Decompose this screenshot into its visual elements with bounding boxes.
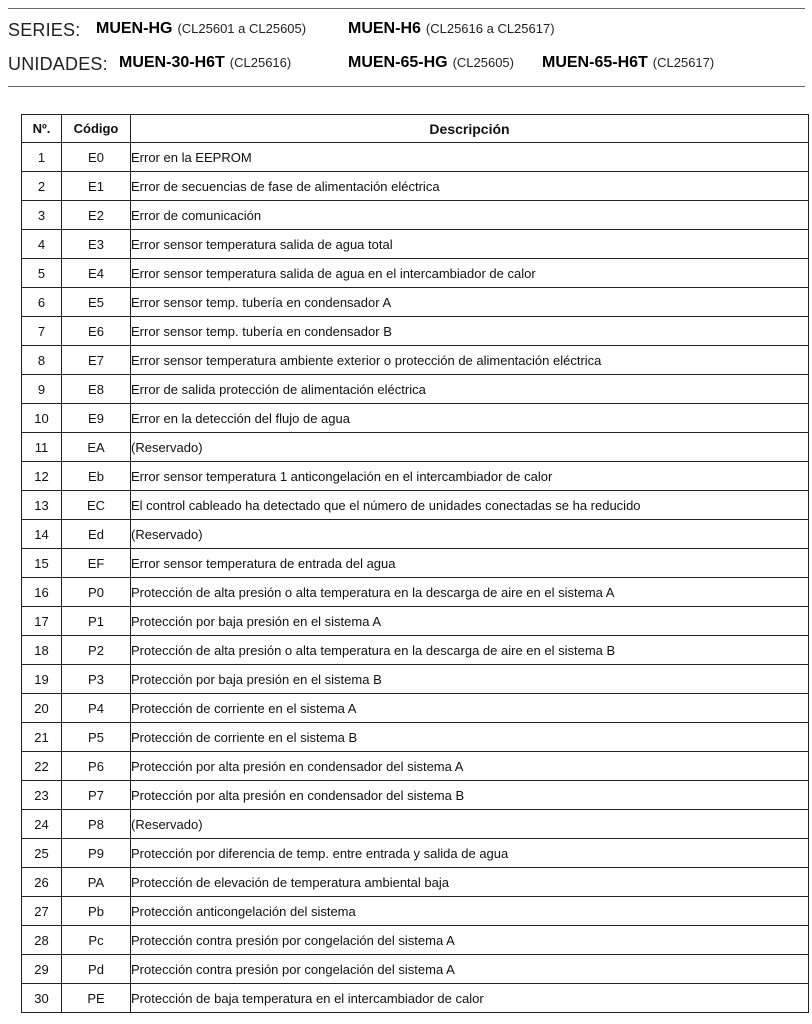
- table-row: [22, 607, 809, 636]
- table-row: [22, 346, 809, 375]
- table-row: [22, 984, 809, 1013]
- table-row: [22, 636, 809, 665]
- row-number: 5: [22, 259, 62, 288]
- row-number: 30: [22, 984, 62, 1013]
- series-item-1: [96, 20, 306, 38]
- top-divider: [8, 8, 805, 9]
- error-code: PA: [62, 868, 131, 897]
- table-row: [22, 288, 809, 317]
- error-description: Protección contra presión por congelación del sistema A: [131, 926, 809, 955]
- error-code: E9: [62, 404, 131, 433]
- table-row: [22, 375, 809, 404]
- table-row: [22, 433, 809, 462]
- row-number: 2: [22, 172, 62, 201]
- row-number: 26: [22, 868, 62, 897]
- error-code: P0: [62, 578, 131, 607]
- units-codes: (CL25616): [229, 55, 292, 70]
- row-number: 14: [22, 520, 62, 549]
- table-row: [22, 259, 809, 288]
- error-code: E5: [62, 288, 131, 317]
- error-code: EF: [62, 549, 131, 578]
- row-number: 27: [22, 897, 62, 926]
- table-row: [22, 201, 809, 230]
- row-number: 21: [22, 723, 62, 752]
- series-line: [8, 20, 555, 44]
- table-row: [22, 723, 809, 752]
- error-code: E3: [62, 230, 131, 259]
- error-code: Eb: [62, 462, 131, 491]
- units-item-1: [119, 54, 291, 72]
- error-code: E7: [62, 346, 131, 375]
- units-model: MUEN-65-HG: [348, 54, 448, 71]
- row-number: 24: [22, 810, 62, 839]
- error-code: P2: [62, 636, 131, 665]
- row-number: 22: [22, 752, 62, 781]
- units-codes: (CL25605): [452, 55, 514, 70]
- error-description: Error sensor temperatura ambiente exterior o protección de alimentación eléctrica: [131, 346, 809, 375]
- error-description: Protección de alta presión o alta temperatura en la descarga de aire en el sistema B: [131, 636, 809, 665]
- table-row: [22, 462, 809, 491]
- error-code: E6: [62, 317, 131, 346]
- error-code: P6: [62, 752, 131, 781]
- error-description: Error sensor temperatura salida de agua total: [131, 230, 809, 259]
- table-row: [22, 665, 809, 694]
- units-codes: (CL25617): [652, 55, 715, 70]
- error-description: Error en la detección del flujo de agua: [131, 404, 809, 433]
- row-number: 3: [22, 201, 62, 230]
- error-code: Ed: [62, 520, 131, 549]
- table-row: [22, 955, 809, 984]
- table-row: [22, 752, 809, 781]
- row-number: 4: [22, 230, 62, 259]
- table-row: [22, 839, 809, 868]
- units-label: UNIDADES:: [8, 54, 108, 74]
- error-description: Error sensor temp. tubería en condensador B: [131, 317, 809, 346]
- row-number: 23: [22, 781, 62, 810]
- error-description: Protección por alta presión en condensador del sistema B: [131, 781, 809, 810]
- error-code: E4: [62, 259, 131, 288]
- header-code: Código: [62, 115, 131, 143]
- error-codes-table: [21, 114, 809, 1013]
- error-code: P3: [62, 665, 131, 694]
- error-code: P9: [62, 839, 131, 868]
- error-description: Error de comunicación: [131, 201, 809, 230]
- error-description: Error sensor temperatura de entrada del agua: [131, 549, 809, 578]
- units-model: MUEN-30-H6T: [119, 54, 225, 71]
- table-row: [22, 810, 809, 839]
- row-number: 8: [22, 346, 62, 375]
- row-number: 13: [22, 491, 62, 520]
- units-line: [8, 54, 715, 78]
- error-code: Pb: [62, 897, 131, 926]
- series-label: SERIES:: [8, 20, 81, 40]
- units-item-2: [348, 54, 514, 72]
- table-row: [22, 781, 809, 810]
- error-description: Protección de corriente en el sistema A: [131, 694, 809, 723]
- header-number: Nº.: [22, 115, 62, 143]
- error-code: P5: [62, 723, 131, 752]
- error-code: P7: [62, 781, 131, 810]
- error-description: Protección por baja presión en el sistema A: [131, 607, 809, 636]
- table-row: [22, 172, 809, 201]
- error-code: PE: [62, 984, 131, 1013]
- row-number: 25: [22, 839, 62, 868]
- table-row: [22, 317, 809, 346]
- error-code: P4: [62, 694, 131, 723]
- error-code: Pc: [62, 926, 131, 955]
- table-row: [22, 143, 809, 172]
- table-row: [22, 404, 809, 433]
- error-description: Protección por baja presión en el sistema B: [131, 665, 809, 694]
- error-code: E8: [62, 375, 131, 404]
- table-header-row: [22, 115, 809, 143]
- header-description: Descripción: [131, 115, 809, 143]
- error-code: E1: [62, 172, 131, 201]
- table-row: [22, 694, 809, 723]
- table-row: [22, 549, 809, 578]
- row-number: 16: [22, 578, 62, 607]
- error-description: Protección de baja temperatura en el intercambiador de calor: [131, 984, 809, 1013]
- series-codes: (CL25601 a CL25605): [177, 21, 307, 36]
- table-row: [22, 578, 809, 607]
- error-code: E2: [62, 201, 131, 230]
- row-number: 11: [22, 433, 62, 462]
- error-description: Protección contra presión por congelación del sistema A: [131, 955, 809, 984]
- error-description: Error sensor temperatura salida de agua en el intercambiador de calor: [131, 259, 809, 288]
- error-code: P8: [62, 810, 131, 839]
- series-model: MUEN-HG: [96, 20, 173, 37]
- row-number: 20: [22, 694, 62, 723]
- error-description: Protección por diferencia de temp. entre entrada y salida de agua: [131, 839, 809, 868]
- error-description: Error sensor temperatura 1 anticongelación en el intercambiador de calor: [131, 462, 809, 491]
- series-model: MUEN-H6: [348, 20, 421, 37]
- error-description: Error de secuencias de fase de alimentación eléctrica: [131, 172, 809, 201]
- table-row: [22, 230, 809, 259]
- row-number: 6: [22, 288, 62, 317]
- row-number: 28: [22, 926, 62, 955]
- row-number: 10: [22, 404, 62, 433]
- error-code: E0: [62, 143, 131, 172]
- error-description: (Reservado): [131, 810, 809, 839]
- error-code: Pd: [62, 955, 131, 984]
- table-row: [22, 491, 809, 520]
- error-description: (Reservado): [131, 433, 809, 462]
- row-number: 29: [22, 955, 62, 984]
- error-description: Error sensor temp. tubería en condensador A: [131, 288, 809, 317]
- table-row: [22, 868, 809, 897]
- row-number: 15: [22, 549, 62, 578]
- header-divider: [8, 86, 805, 87]
- error-code: P1: [62, 607, 131, 636]
- units-model: MUEN-65-H6T: [542, 54, 648, 71]
- error-description: El control cableado ha detectado que el número de unidades conectadas se ha reducido: [131, 491, 809, 520]
- table-row: [22, 897, 809, 926]
- error-description: Error de salida protección de alimentación eléctrica: [131, 375, 809, 404]
- error-code: EC: [62, 491, 131, 520]
- error-code: EA: [62, 433, 131, 462]
- error-description: Error en la EEPROM: [131, 143, 809, 172]
- row-number: 7: [22, 317, 62, 346]
- table-row: [22, 520, 809, 549]
- series-codes: (CL25616 a CL25617): [425, 21, 555, 36]
- row-number: 17: [22, 607, 62, 636]
- error-description: (Reservado): [131, 520, 809, 549]
- error-description: Protección por alta presión en condensador del sistema A: [131, 752, 809, 781]
- error-description: Protección de corriente en el sistema B: [131, 723, 809, 752]
- error-description: Protección anticongelación del sistema: [131, 897, 809, 926]
- units-item-3: [542, 54, 714, 72]
- row-number: 18: [22, 636, 62, 665]
- row-number: 12: [22, 462, 62, 491]
- row-number: 1: [22, 143, 62, 172]
- row-number: 9: [22, 375, 62, 404]
- series-item-2: [348, 20, 555, 38]
- error-description: Protección de elevación de temperatura ambiental baja: [131, 868, 809, 897]
- row-number: 19: [22, 665, 62, 694]
- table-row: [22, 926, 809, 955]
- error-description: Protección de alta presión o alta temperatura en la descarga de aire en el sistema A: [131, 578, 809, 607]
